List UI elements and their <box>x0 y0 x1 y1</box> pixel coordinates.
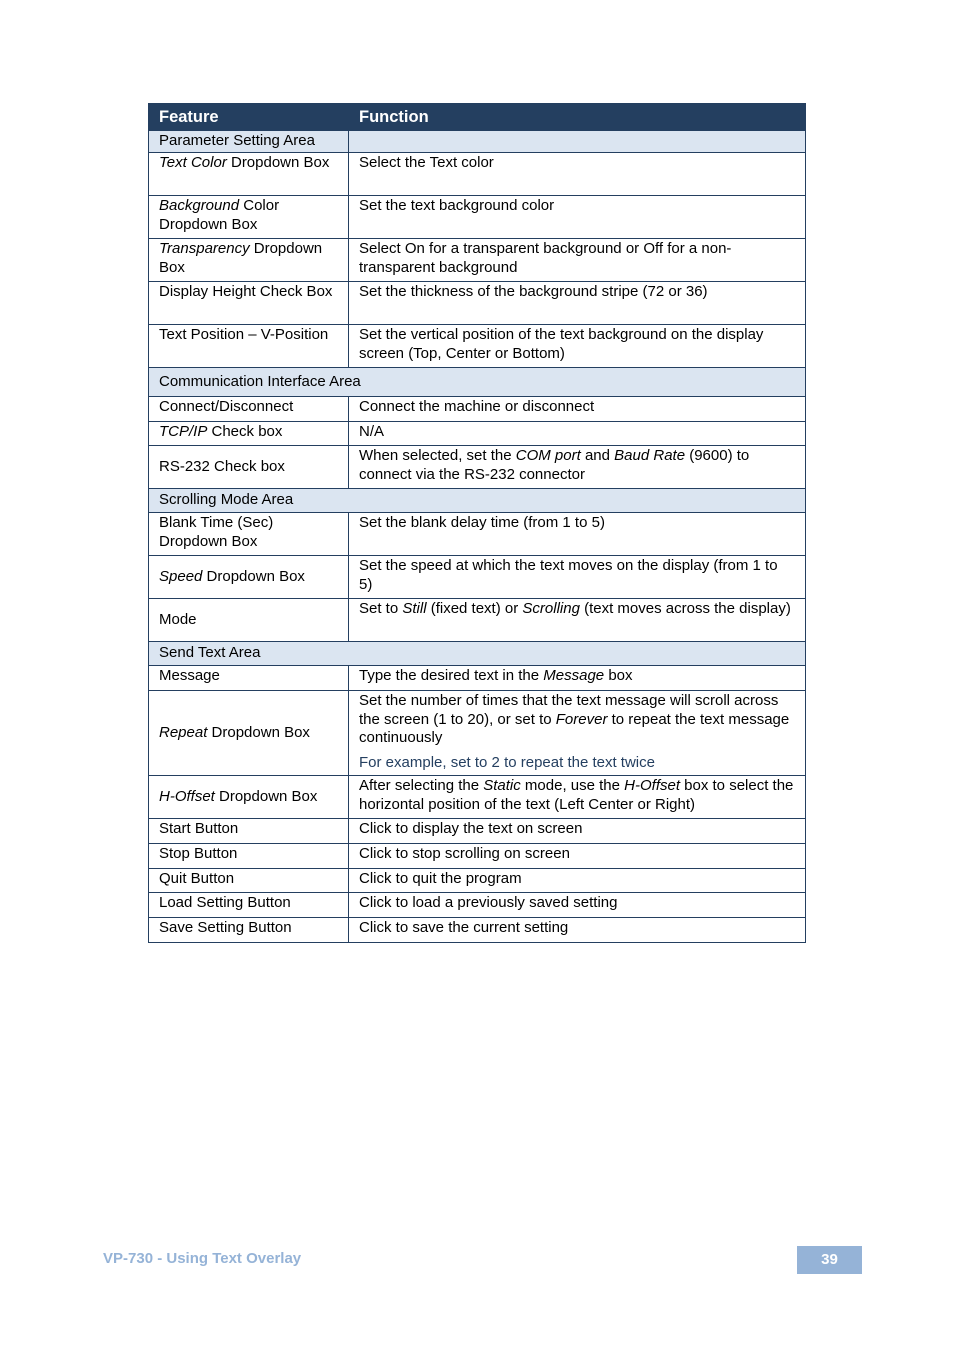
italic-term: Repeat <box>159 723 208 741</box>
table-row <box>149 513 806 556</box>
example-note: For example, set to 2 to repeat the text twice <box>359 753 655 771</box>
text-segment: box to select the horizontal position of the text (Left Center or Right) <box>359 777 794 813</box>
text-segment: Dropdown Box <box>202 567 305 585</box>
italic-term: Speed <box>159 567 203 585</box>
text-segment: Set the number of times that the text message will scroll across the screen (1 to 20), or set to <box>359 692 779 728</box>
table-row <box>149 446 806 489</box>
section-title: Send Text Area <box>149 642 806 666</box>
text-segment: Dropdown Box <box>226 154 330 171</box>
function-cell <box>349 422 806 446</box>
italic-term: Transparency <box>159 240 250 257</box>
feature-cell <box>149 599 349 642</box>
text-segment: Color Dropdown Box <box>159 197 280 233</box>
function-cell <box>349 599 806 642</box>
feature-cell <box>149 282 349 325</box>
section-row <box>149 131 806 153</box>
function-cell <box>349 691 806 776</box>
text-segment: Set the text background color <box>359 197 555 214</box>
section-row <box>149 368 806 397</box>
text-segment: (9600) to connect via the RS-232 connector <box>359 447 750 483</box>
feature-function-table <box>148 103 806 943</box>
text-segment: After selecting the <box>359 777 484 794</box>
italic-term: Scrolling <box>522 600 580 617</box>
feature-cell <box>149 869 349 893</box>
text-segment: box <box>604 667 633 684</box>
feature-cell <box>149 776 349 819</box>
text-segment: Type the desired text in the <box>359 667 544 684</box>
feature-cell <box>149 556 349 599</box>
text-segment: Dropdown Box <box>159 240 323 276</box>
feature-cell <box>149 666 349 691</box>
page-number: 39 <box>797 1246 862 1274</box>
feature-cell <box>149 918 349 943</box>
feature-cell <box>149 196 349 239</box>
text-segment: Mode <box>159 610 197 628</box>
text-segment: Connect the machine or disconnect <box>359 398 595 415</box>
text-segment: Click to stop scrolling on screen <box>359 845 570 862</box>
feature-cell <box>149 239 349 282</box>
table-row <box>149 918 806 943</box>
section-title: Parameter Setting Area <box>149 131 349 153</box>
feature-cell <box>149 819 349 844</box>
header-feature: Feature <box>149 104 349 131</box>
footer-title: VP-730 - Using Text Overlay <box>103 1250 302 1267</box>
text-segment: mode, use the <box>520 777 625 794</box>
text-segment: (text moves across the display) <box>579 600 791 617</box>
table-row <box>149 556 806 599</box>
function-cell <box>349 282 806 325</box>
italic-term: COM port <box>515 447 581 464</box>
function-cell <box>349 153 806 196</box>
function-text <box>359 692 795 748</box>
table-row <box>149 819 806 844</box>
text-segment: Set the vertical position of the text background on the display screen (Top, Center or Bottom) <box>359 326 764 362</box>
text-segment: Select the Text color <box>359 154 494 171</box>
italic-term: Text Color <box>159 154 227 171</box>
italic-term: Background <box>159 197 240 214</box>
table-row <box>149 282 806 325</box>
text-segment: Dropdown Box <box>207 723 310 741</box>
text-segment: When selected, set the <box>359 447 516 464</box>
function-cell <box>349 239 806 282</box>
text-segment: Connect/Disconnect <box>159 398 294 415</box>
table-row <box>149 196 806 239</box>
text-segment: Blank Time (Sec) Dropdown Box <box>159 514 274 550</box>
text-segment: Display Height Check Box <box>159 283 333 300</box>
text-segment: Check box <box>207 423 283 440</box>
text-segment: Text Position – V-Position <box>159 326 329 343</box>
function-cell <box>349 666 806 691</box>
feature-cell <box>149 422 349 446</box>
table-row <box>149 422 806 446</box>
table-row <box>149 325 806 368</box>
text-segment: to repeat the text message continuously <box>359 710 790 746</box>
function-cell <box>349 196 806 239</box>
function-cell <box>349 776 806 819</box>
italic-term: Still <box>402 600 427 617</box>
italic-term: Forever <box>555 710 608 728</box>
italic-term: Baud Rate <box>614 447 686 464</box>
text-segment: Set the thickness of the background stripe (72 or 36) <box>359 283 708 300</box>
text-segment: (fixed text) or <box>426 600 523 617</box>
feature-cell <box>149 446 349 489</box>
text-segment: Select On for a transparent background or Off for a non-transparent background <box>359 240 732 276</box>
header-function: Function <box>349 104 806 131</box>
text-segment: Set the blank delay time (from 1 to 5) <box>359 514 605 531</box>
text-segment: Click to load a previously saved setting <box>359 894 618 911</box>
text-segment: Click to quit the program <box>359 870 522 887</box>
table-body <box>149 131 806 943</box>
table-row <box>149 599 806 642</box>
function-cell <box>349 844 806 869</box>
feature-cell <box>149 691 349 776</box>
table-row <box>149 691 806 776</box>
function-cell <box>349 446 806 489</box>
section-empty-cell <box>349 131 806 153</box>
italic-term: Message <box>543 667 605 684</box>
table-row <box>149 893 806 918</box>
italic-term: TCP/IP <box>159 423 208 440</box>
feature-cell <box>149 844 349 869</box>
text-segment: Set to <box>359 600 403 617</box>
text-segment: Quit Button <box>159 870 235 887</box>
table-row <box>149 239 806 282</box>
text-segment: RS-232 Check box <box>159 457 285 475</box>
text-segment: Set the speed at which the text moves on the display (from 1 to 5) <box>359 557 778 593</box>
function-cell <box>349 918 806 943</box>
text-segment: Save Setting Button <box>159 919 292 936</box>
text-segment: Dropdown Box <box>214 787 318 805</box>
function-cell <box>349 893 806 918</box>
table-row <box>149 844 806 869</box>
function-cell <box>349 869 806 893</box>
table-row <box>149 869 806 893</box>
section-row <box>149 489 806 513</box>
text-segment: N/A <box>359 423 385 440</box>
section-title: Communication Interface Area <box>149 368 806 397</box>
text-segment: Click to display the text on screen <box>359 820 583 837</box>
function-cell <box>349 513 806 556</box>
feature-cell <box>149 893 349 918</box>
italic-term: H-Offset <box>159 787 215 805</box>
section-row <box>149 642 806 666</box>
feature-cell <box>149 513 349 556</box>
italic-term: H-Offset <box>624 777 680 794</box>
text-segment: Load Setting Button <box>159 894 291 911</box>
text-segment: Message <box>159 667 220 684</box>
table-header-row <box>149 104 806 131</box>
table-row <box>149 666 806 691</box>
function-cell <box>349 397 806 422</box>
text-segment: Click to save the current setting <box>359 919 569 936</box>
text-segment: Stop Button <box>159 845 238 862</box>
text-segment: Start Button <box>159 820 239 837</box>
feature-cell <box>149 397 349 422</box>
function-cell <box>349 819 806 844</box>
table-row <box>149 397 806 422</box>
italic-term: Static <box>483 777 521 794</box>
table-row <box>149 153 806 196</box>
text-segment: and <box>580 447 615 464</box>
feature-cell <box>149 325 349 368</box>
feature-cell <box>149 153 349 196</box>
function-cell <box>349 556 806 599</box>
function-cell <box>349 325 806 368</box>
table-row <box>149 776 806 819</box>
section-title: Scrolling Mode Area <box>149 489 806 513</box>
